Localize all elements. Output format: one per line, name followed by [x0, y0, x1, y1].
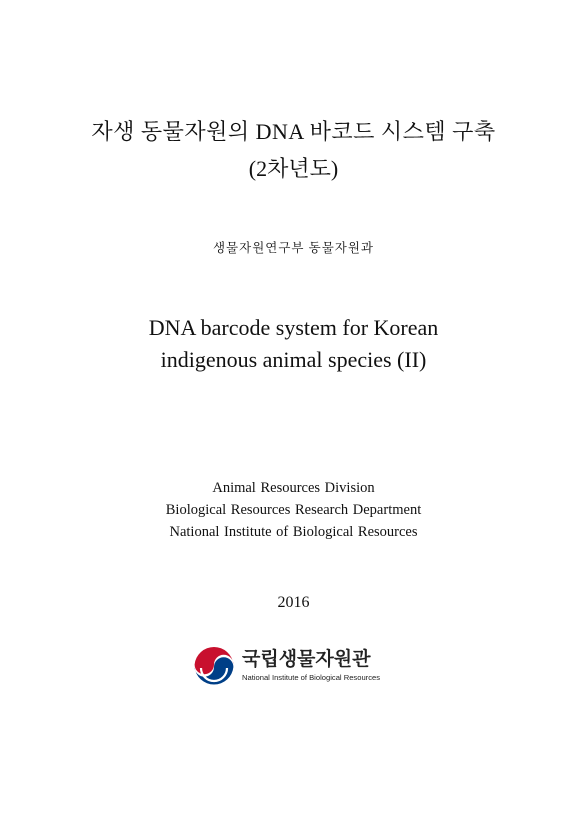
affiliation-department: Biological Resources Research Department — [165, 502, 422, 518]
affiliation-division: Animal Resources Division — [212, 480, 375, 496]
logo-english-name: National Institute of Biological Resources — [242, 673, 381, 682]
publication-year: 2016 — [277, 594, 310, 611]
institute-logo — [193, 645, 423, 689]
korean-title: 자생 동물자원의 DNA 바코드 시스템 구축 — [91, 119, 496, 144]
english-title-line2: indigenous animal species (II) — [160, 347, 427, 372]
korean-department: 생물자원연구부 동물자원과 — [212, 241, 375, 255]
taegeuk-emblem-icon — [193, 645, 235, 687]
english-title-line1: DNA barcode system for Korean — [148, 315, 439, 340]
affiliation-institute: National Institute of Biological Resources — [169, 524, 418, 540]
logo-korean-name: 국립생물자원관 — [242, 648, 371, 670]
korean-subtitle: (2차년도) — [248, 156, 339, 181]
